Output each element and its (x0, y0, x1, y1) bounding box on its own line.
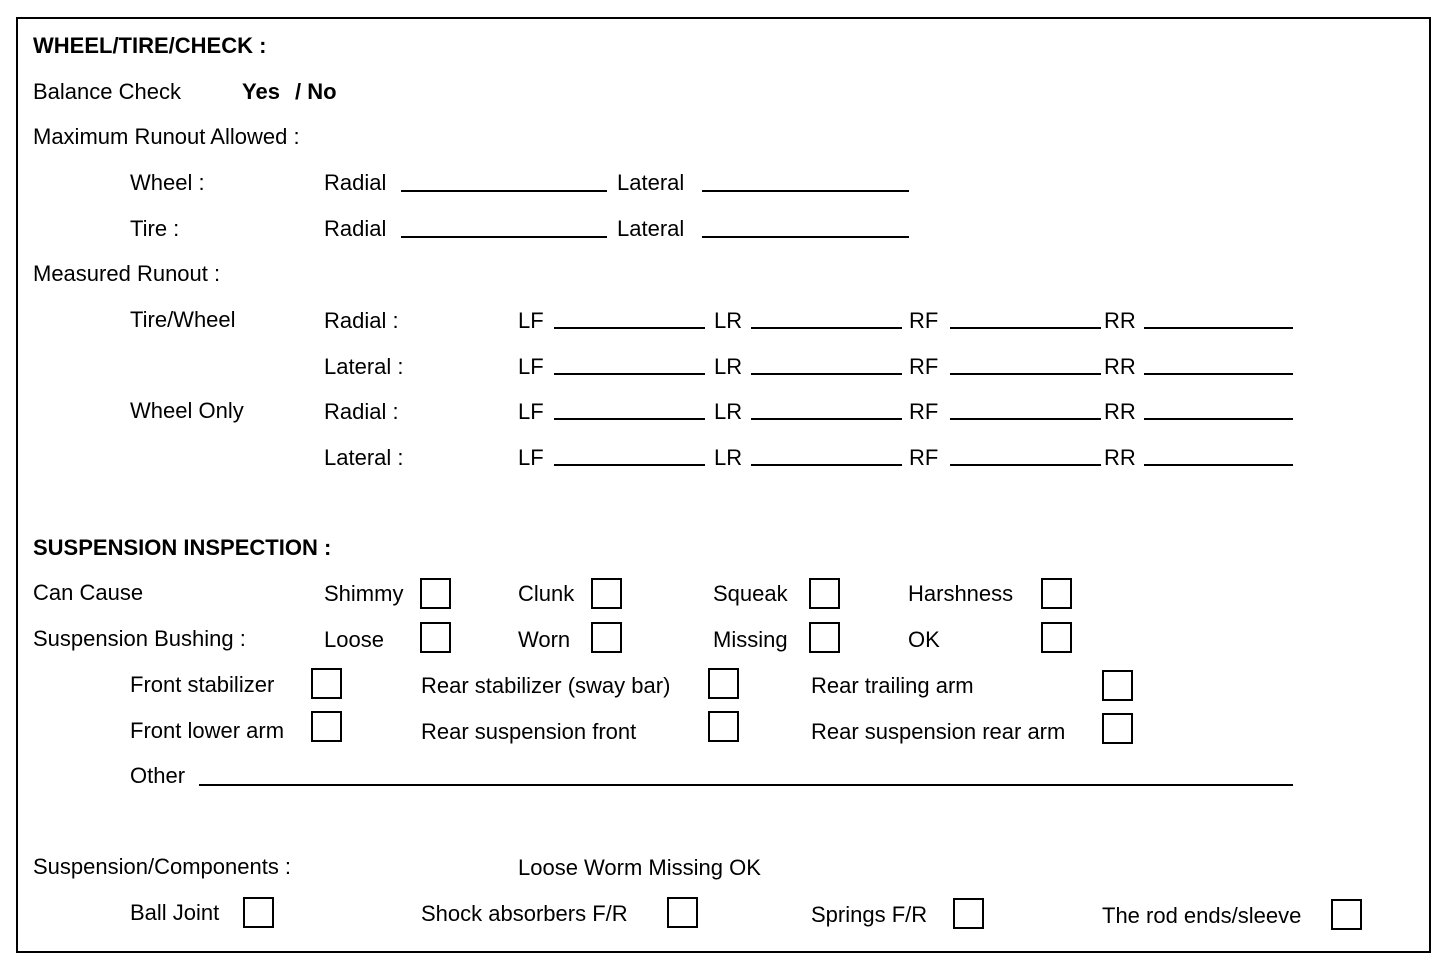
wheel-tire-heading: WHEEL/TIRE/CHECK : (33, 33, 267, 58)
wheel-radial-label: Radial (324, 170, 387, 195)
balance-yes-option[interactable]: Yes (242, 79, 280, 104)
wheel-only-radial-blank[interactable] (950, 418, 1101, 420)
wheel-only-radial-blank[interactable] (1144, 418, 1293, 420)
wheel-only-lateral-blank[interactable] (554, 464, 705, 466)
tire-wheel-radial-blank[interactable] (751, 327, 902, 329)
tire-radial-label: Radial (324, 216, 387, 241)
component-checkbox-rod-ends[interactable] (1331, 899, 1362, 930)
form-frame (16, 17, 1431, 953)
bushing-checkbox-worn[interactable] (591, 622, 622, 653)
tire-wheel-radial-blank[interactable] (554, 327, 705, 329)
part-label-rear-suspension-front: Rear suspension front (421, 719, 637, 744)
component-checkbox-springs[interactable] (953, 898, 984, 929)
tire-wheel-label: Tire/Wheel (130, 307, 236, 332)
wheel-only-radial-position-label: LF (518, 399, 544, 424)
component-label-ball-joint: Ball Joint (130, 900, 220, 925)
other-label: Other (130, 763, 186, 788)
part-label-rear-trailing-arm: Rear trailing arm (811, 673, 974, 698)
tire-lateral-blank[interactable] (702, 236, 909, 238)
tire-wheel-lateral-position-label: RF (909, 354, 939, 379)
component-checkbox-shock-absorbers[interactable] (667, 897, 698, 928)
wheel-only-radial-position-label: RF (909, 399, 939, 424)
wheel-only-lateral-blank[interactable] (950, 464, 1101, 466)
tire-wheel-radial-position-label: LF (518, 308, 544, 333)
wheel-lateral-blank[interactable] (702, 190, 909, 192)
components-label: Suspension/Components : (33, 854, 292, 879)
bushing-checkbox-missing[interactable] (809, 622, 840, 653)
part-checkbox-rear-suspension-rear-arm[interactable] (1102, 713, 1133, 744)
bushing-label: Suspension Bushing : (33, 626, 246, 651)
component-label-springs: Springs F/R (811, 902, 928, 927)
bushing-label-ok: OK (908, 627, 940, 652)
can-cause-checkbox-clunk[interactable] (591, 578, 622, 609)
tire-radial-blank[interactable] (401, 236, 607, 238)
tire-wheel-radial-blank[interactable] (950, 327, 1101, 329)
component-label-rod-ends: The rod ends/sleeve (1102, 903, 1302, 928)
wheel-only-radial-blank[interactable] (554, 418, 705, 420)
wheel-only-lateral-position-label: RF (909, 445, 939, 470)
tire-wheel-lateral-label: Lateral : (324, 354, 404, 379)
max-runout-label: Maximum Runout Allowed : (33, 124, 300, 149)
wheel-only-lateral-position-label: LF (518, 445, 544, 470)
tire-wheel-radial-position-label: LR (714, 308, 743, 333)
wheel-only-label: Wheel Only (130, 398, 244, 423)
part-checkbox-rear-trailing-arm[interactable] (1102, 670, 1133, 701)
wheel-lateral-label: Lateral (617, 170, 685, 195)
can-cause-label-shimmy: Shimmy (324, 581, 404, 606)
wheel-only-lateral-blank[interactable] (751, 464, 902, 466)
bushing-checkbox-loose[interactable] (420, 622, 451, 653)
tire-wheel-radial-position-label: RF (909, 308, 939, 333)
component-checkbox-ball-joint[interactable] (243, 897, 274, 928)
tire-wheel-lateral-position-label: LR (714, 354, 743, 379)
tire-lateral-label: Lateral (617, 216, 685, 241)
wheel-only-lateral-position-label: RR (1104, 445, 1136, 470)
can-cause-label-squeak: Squeak (713, 581, 788, 606)
can-cause-checkbox-shimmy[interactable] (420, 578, 451, 609)
part-label-rear-stabilizer: Rear stabilizer (sway bar) (421, 673, 671, 698)
bushing-label-worn: Worn (518, 627, 571, 652)
wheel-only-lateral-position-label: LR (714, 445, 743, 470)
can-cause-checkbox-squeak[interactable] (809, 578, 840, 609)
can-cause-checkbox-harshness[interactable] (1041, 578, 1072, 609)
wheel-only-lateral-blank[interactable] (1144, 464, 1293, 466)
bushing-checkbox-ok[interactable] (1041, 622, 1072, 653)
balance-check-label: Balance Check (33, 79, 181, 104)
wheel-only-lateral-label: Lateral : (324, 445, 404, 470)
part-checkbox-front-stabilizer[interactable] (311, 668, 342, 699)
tire-wheel-lateral-position-label: RR (1104, 354, 1136, 379)
other-blank[interactable] (199, 784, 1293, 786)
wheel-radial-blank[interactable] (401, 190, 607, 192)
component-label-shock-absorbers: Shock absorbers F/R (421, 901, 628, 926)
components-status-header: Loose Worm Missing OK (518, 855, 761, 880)
part-label-front-stabilizer: Front stabilizer (130, 672, 275, 697)
tire-label: Tire : (130, 216, 180, 241)
tire-wheel-radial-blank[interactable] (1144, 327, 1293, 329)
part-checkbox-rear-stabilizer[interactable] (708, 668, 739, 699)
measured-runout-label: Measured Runout : (33, 261, 221, 286)
can-cause-label-clunk: Clunk (518, 581, 575, 606)
tire-wheel-lateral-position-label: LF (518, 354, 544, 379)
part-checkbox-front-lower-arm[interactable] (311, 711, 342, 742)
balance-no-option[interactable]: / No (295, 79, 337, 104)
tire-wheel-radial-position-label: RR (1104, 308, 1136, 333)
tire-wheel-radial-label: Radial : (324, 308, 399, 333)
bushing-label-missing: Missing (713, 627, 788, 652)
tire-wheel-lateral-blank[interactable] (751, 373, 902, 375)
tire-wheel-lateral-blank[interactable] (1144, 373, 1293, 375)
suspension-heading: SUSPENSION INSPECTION : (33, 535, 332, 560)
wheel-only-radial-position-label: RR (1104, 399, 1136, 424)
part-label-rear-suspension-rear-arm: Rear suspension rear arm (811, 719, 1066, 744)
bushing-label-loose: Loose (324, 627, 384, 652)
part-checkbox-rear-suspension-front[interactable] (708, 711, 739, 742)
wheel-only-radial-blank[interactable] (751, 418, 902, 420)
wheel-label: Wheel : (130, 170, 205, 195)
part-label-front-lower-arm: Front lower arm (130, 718, 285, 743)
tire-wheel-lateral-blank[interactable] (554, 373, 705, 375)
can-cause-label-harshness: Harshness (908, 581, 1014, 606)
wheel-only-radial-label: Radial : (324, 399, 399, 424)
wheel-only-radial-position-label: LR (714, 399, 743, 424)
tire-wheel-lateral-blank[interactable] (950, 373, 1101, 375)
can-cause-label: Can Cause (33, 580, 144, 605)
